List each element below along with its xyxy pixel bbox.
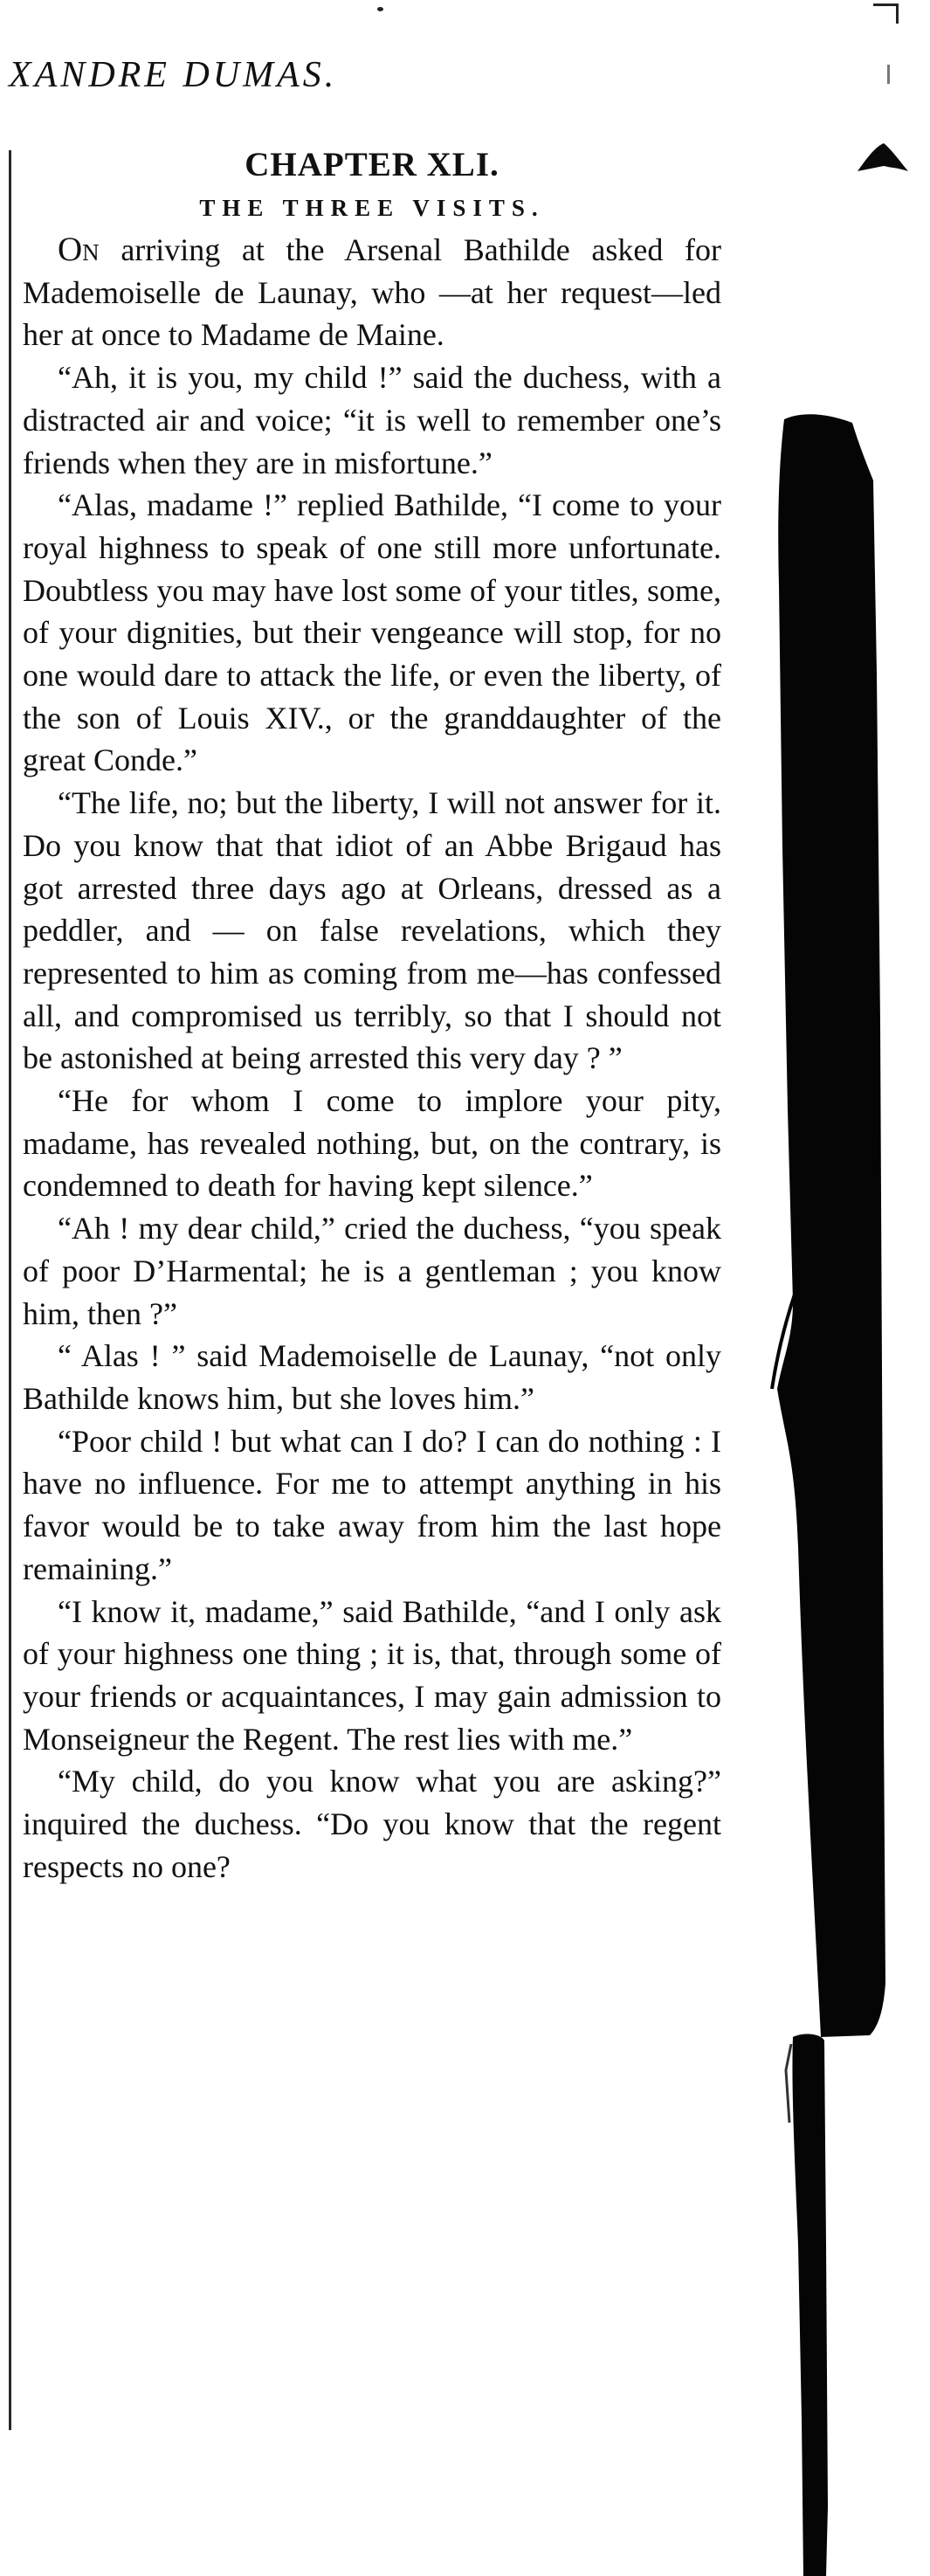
paragraph-text: arriving at the Arsenal Bathilde asked for Mademoiselle de Launay, who —at her request—led her at once to Madame de Maine. bbox=[23, 232, 721, 353]
margin-ink-mark bbox=[856, 142, 910, 175]
text-column bbox=[23, 143, 721, 1888]
paragraph-9: “I know it, madame,” said Bathilde, “and I only ask of your highness one thing ; it is, that, through some of your friends or acquaintances, I may gain admission to Monseigneur the Regent. The rest lies with me.” bbox=[23, 1593, 721, 1757]
paragraph-6: “Ah ! my dear child,” cried the duchess, “you speak of poor D’Harmental; he is a gentleman ; you know him, then ?” bbox=[23, 1211, 721, 1331]
left-column-rule bbox=[9, 150, 11, 2430]
running-head: XANDRE DUMAS. bbox=[9, 55, 338, 95]
binding-shadow bbox=[768, 411, 899, 2576]
paragraph-1 bbox=[23, 229, 721, 356]
chapter-title: CHAPTER XLI. bbox=[245, 146, 499, 183]
margin-tick bbox=[887, 65, 890, 84]
paragraph-4: “The life, no; but the liberty, I will not answer for it. Do you know that that idiot of an Abbe Brigaud has got arrested three days ago at Orleans, dressed as a peddler, and — on false revelations, which they represented to him as coming from me—has confessed all, and compromised us terribly, so that I should not be astonished at being arrested this very day ? ” bbox=[23, 785, 721, 1076]
paragraph-5: “He for whom I come to implore your pity, madame, has revealed nothing, but, on the contrary, is condemned to death for having kept silence.” bbox=[23, 1083, 721, 1204]
page-corner-mark bbox=[873, 3, 899, 24]
chapter-subtitle: THE THREE VISITS. bbox=[199, 195, 545, 221]
paragraph-10: “My child, do you know what you are asking?” inquired the duchess. “Do you know that the regent respects no one? bbox=[23, 1764, 721, 1884]
paragraph-7: “ Alas ! ” said Mademoiselle de Launay, “not only Bathilde knows him, but she loves him.” bbox=[23, 1338, 721, 1416]
paragraph-lead: On bbox=[58, 231, 100, 268]
paragraph-3: “Alas, madame !” replied Bathilde, “I come to your royal highness to speak of one still more unfortunate. Doubtless you may have lost some of your titles, some, of your dignities, but their vengeance will stop, for no one would dare to attack the life, or even the liberty, of the son of Louis XIV., or the granddaughter of the great Conde.” bbox=[23, 487, 721, 778]
ink-speck bbox=[377, 7, 383, 11]
paragraph-2: “Ah, it is you, my child !” said the duchess, with a distracted air and voice; “it is well to remember one’s friends when they are in misfortune.” bbox=[23, 360, 721, 480]
paragraph-8: “Poor child ! but what can I do? I can do nothing : I have no influence. For me to attempt anything in his favor would be to take away from him the last hope remaining.” bbox=[23, 1423, 721, 1586]
